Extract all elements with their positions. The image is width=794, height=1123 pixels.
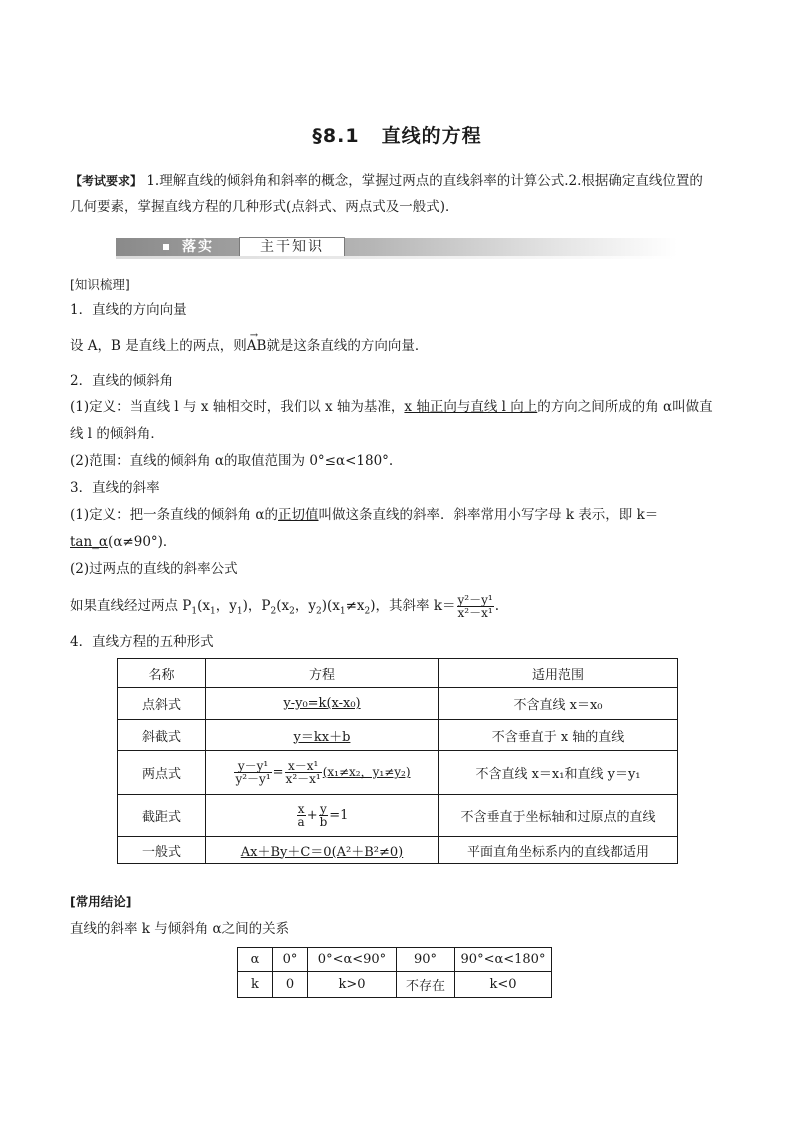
underlined-answer: x 轴正向与直线 l 向上 (404, 399, 538, 415)
exam-requirements-line2: 几何要素，掌握直线方程的几种形式(点斜式、两点式及一般式)． (70, 199, 459, 215)
header-equation: 方程 (206, 659, 439, 688)
section-2-definition-cont: 线 l 的倾斜角． (70, 426, 164, 442)
table-row: 截距式 $\frac{x}{a}$ + $\frac{y}{b}$ =1 不含垂直于坐标轴和过原点的直线 (118, 795, 678, 837)
section-3-title: 3．直线的斜率 (70, 480, 160, 496)
section-3-formula: 如果直线经过两点 $P_1(x_1$，$y_1$)，$P_2(x_2$，$y_2)(x_1\ne x_2)$，其斜率 k＝ $\frac{\text{y²－y¹}}{\text{x²－x¹}}$ . (70, 593, 499, 620)
section-2-title: 2．直线的倾斜角 (70, 373, 174, 389)
banner-label-luoshi: 落实 (182, 239, 214, 255)
section-3-definition-cont: tan_α(α≠90°)． (70, 534, 177, 550)
slope-angle-relation-table (237, 947, 552, 998)
table-header-row (118, 659, 678, 688)
table-row: 点斜式 y-y₀=k(x-x₀) 不含直线 x＝x₀ (118, 688, 678, 720)
exam-requirements-line1: 【考试要求】 1.理解直线的倾斜角和斜率的概念，掌握过两点的直线斜率的计算公式.2.根据确定直线位置的 (70, 173, 703, 189)
section-1-text: 设 A，B 是直线上的两点，则→ AB就是这条直线的方向向量． (70, 335, 724, 358)
line-equation-forms-table (117, 658, 678, 864)
table-row: α 0° 0°<α<90° 90° 90°<α<180° (238, 948, 552, 972)
underlined-answer: 正切值 (278, 507, 319, 523)
page-title: §8.1 直线的方程 (312, 125, 482, 147)
section-4-title: 4．直线方程的五种形式 (70, 634, 214, 650)
two-point-equation: $\frac{\text{y－y¹}}{\text{y²－y¹}}$ = $\frac{\text{x－x¹}}{\text{x²－x¹}}$ (x₁≠x₂，y₁≠y₂) (206, 751, 439, 795)
requirements-tag: 【考试要求】 (70, 174, 143, 188)
section-3-definition: (1)定义：把一条直线的倾斜角 α的正切值叫做这条直线的斜率．斜率常用小写字母 k 表示，即 k＝ (70, 507, 659, 523)
slope-fraction: $\frac{\text{y²－y¹}}{\text{x²－x¹}}$ (457, 593, 493, 620)
vector-ab: → AB (247, 335, 267, 358)
intercept-equation: $\frac{x}{a}$ + $\frac{y}{b}$ =1 (206, 795, 439, 837)
conclusion-heading: [常用结论] (70, 894, 132, 909)
section-banner (116, 236, 677, 258)
underlined-answer: tan_α (70, 534, 109, 550)
table-row: 两点式 $\frac{\text{y－y¹}}{\text{y²－y¹}}$ = $\frac{\text{x－x¹}}{\text{x²－x¹}}$ (x₁≠x₂，y₁≠y₂) 不含直线 x＝x₁和直线 y＝y₁ (118, 751, 678, 795)
section-3-formula-title: (2)过两点的直线的斜率公式 (70, 561, 238, 577)
table-row: k 0 k>0 不存在 k<0 (238, 972, 552, 998)
knowledge-heading: [知识梳理] (70, 277, 130, 292)
section-2-definition: (1)定义：当直线 l 与 x 轴相交时，我们以 x 轴为基准，x 轴正向与直线 l 向上的方向之间所成的角 α叫做直 (70, 399, 713, 415)
header-name: 名称 (118, 659, 206, 688)
bullet-square-icon (163, 244, 169, 250)
table-row: 一般式 Ax＋By＋C＝0(A²＋B²≠0) 平面直角坐标系内的直线都适用 (118, 837, 678, 864)
section-2-range: (2)范围：直线的倾斜角 α的取值范围为 0°≤α<180°. (70, 453, 394, 469)
banner-label-main-knowledge: 主干知识 (239, 237, 345, 257)
conclusion-text: 直线的斜率 k 与倾斜角 α之间的关系 (70, 921, 290, 937)
header-scope: 适用范围 (439, 659, 678, 688)
table-row: 斜截式 y＝kx＋b 不含垂直于 x 轴的直线 (118, 720, 678, 751)
section-1-title: 1．直线的方向向量 (70, 302, 187, 318)
